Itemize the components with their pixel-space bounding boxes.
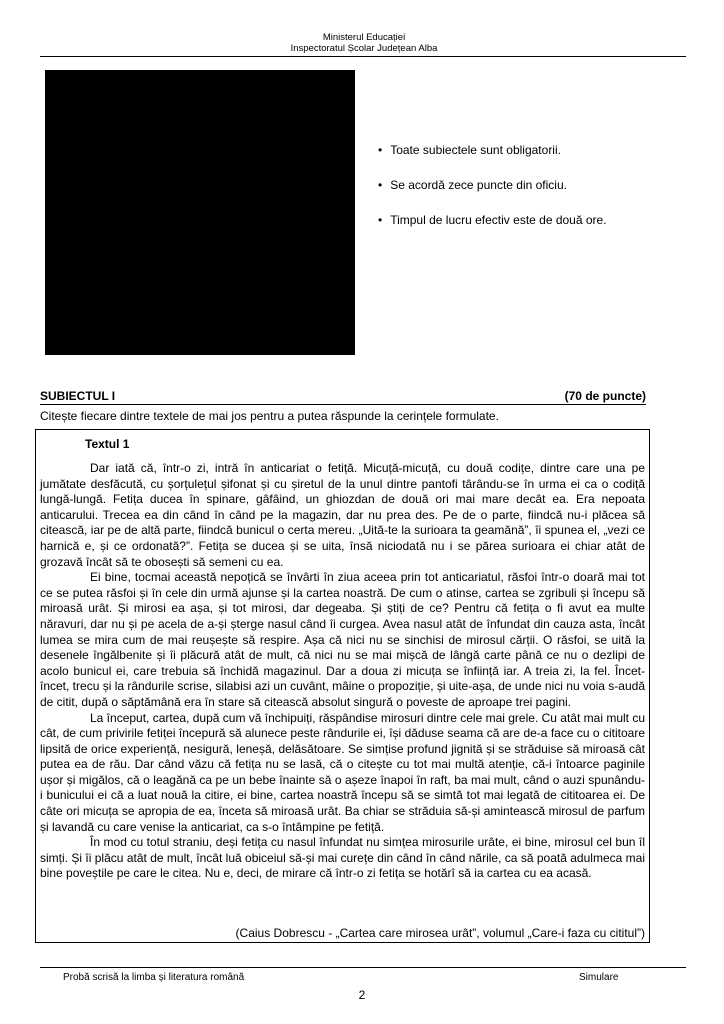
- page-header: [40, 32, 688, 54]
- text-paragraph: La început, cartea, după cum vă închipuiți, răspândise mirosuri dintre cele mai grele. Cu atât mai mult cu cât, de cum privirile fetiței începură să alunece peste rândurile ei, își dăduse seama că are de-a face cu o cititoare lipsită de orice experiență, nesigură, leneșă, delăsătoare. Se simțise profund jignită și se străduise să miroasă cât putea ea de rău. Dar când văzu că fetița nu se lasă, că o citește cu tot mai multă atenție, că-i întoarce paginile ușor și migălos, că o leagănă ca pe un bebe înainte să o așeze înapoi în raft, ba mai mult, când o auzi spunându-i bunicului ei că a luat nouă la citire, ei bine, cartea noastră începu să se simtă tot mai legată de cititoarea ei. De câte ori micuța se apropia de ea, înceta să miroasă urât. Ba chiar se străduia să-și amintească mirosul de parfum și lavandă cu care venise la anticariat, ca s-o întâmpine pe fetiță.: [40, 710, 645, 834]
- text-paragraph: Ei bine, tocmai această nepoțică se învârti în ziua aceea prin tot anticariatul, răsfoi într-o doară mai tot ce se putea răsfoi și în cele din urmă ajunse și la cartea noastră. De cum o atinse, cartea se zgribuli și începu să miroasă urât. Și mirosi ea așa, și tot mirosi, dar degeaba. Și știți de ce? Pentru că fetița o fi avut ea multe năravuri, dar nu și pe acela de a-și șterge nasul când îi curgea. Avea nasul atât de înfundat din cauza asta, încât lumea se mira cum de mai reușește să respire. Așa că nici nu se sinchisi de mirosul cărții. O răsfoi, se uită la desenele îngălbenite și îi plăcură atât de mult, că nici nu se mai mișcă de lângă carte până ce nu o dezlipi de acolo bunicul ei, care trebuia să închidă magazinul. Dar a doua zi micuța se înființă iar. A treia zi, la fel. Încet-încet, trecu și la rândurile scrise, silabisi azi un cuvânt, mâine o propoziție, și uite-așa, de unde nici nu voia s-audă de citit, după o săptămână era în stare să citească absolut singură o poveste de aproape trei pagini.: [40, 570, 645, 709]
- ministry-name: Ministerul Educației: [322, 32, 406, 43]
- rule-item: • Se acordă zece puncte din oficiu.: [378, 178, 607, 213]
- text-paragraph: Dar iată că, într-o zi, intră în anticariat o fetiță. Micuță-micuță, cu două codițe, dintre care una pe jumătate desfăcută, cu șorțulețul șifonat și cu șiretul de la unul dintre pantofi târându-se în urma ei ca o codiță lungă-lungă. Fetița ducea în spinare, gâfâind, un ghiozdan de două ori mai mare decât ea. Era nepoata anticarului. Trecea ea din când în când pe la magazin, dar nu prea des. Pe de o parte, fiindcă nu-i plăcea să citească, iar pe de altă parte, fiindcă bunicul o certa mereu. „Uită-te la surioara ta geamănă”, îi spunea el, „vezi ce harnică e, și ce ordonată?”. Fetița se ducea și se uita, însă niciodată nu i se părea surioara ei chiar atât de grozavă încât să te obosești să semeni cu ea.: [40, 461, 645, 569]
- text-1-body: [40, 461, 645, 882]
- subject-points: (70 de puncte): [564, 389, 646, 403]
- page-number: 2: [358, 988, 366, 1002]
- subject-title: SUBIECTUL I: [40, 389, 116, 403]
- header-divider: [40, 56, 686, 57]
- rule-item: • Toate subiectele sunt obligatorii.: [378, 143, 607, 178]
- redacted-image-block: [45, 70, 355, 355]
- exam-rules-list: [378, 143, 607, 248]
- footer-exam-name: Probă scrisă la limba și literatura română: [63, 972, 245, 983]
- subject-instructions: Citește fiecare dintre textele de mai jos pentru a putea răspunde la cerințele formulate.: [40, 409, 499, 423]
- rule-item: • Timpul de lucru efectiv este de două ore.: [378, 213, 607, 248]
- text-1-title: Textul 1: [85, 437, 130, 451]
- text-1-box: [35, 429, 650, 943]
- footer-divider: [40, 967, 686, 968]
- text-paragraph: În mod cu totul straniu, deși fetița cu nasul înfundat nu simțea mirosurile urâte, ei bine, mirosul cel bun îl simți. Și îi plăcu atât de mult, încât luă obiceiul să-și mai curețe din când în când nările, ca să poată adulmeca mai bine poveștile pe care le citea. Nu e, deci, de mirare că într-o zi fetița se hotărî să ia cartea cu ea acasă.: [40, 835, 645, 881]
- inspectorate-name: Inspectoratul Școlar Județean Alba: [290, 43, 438, 54]
- text-1-source: (Caius Dobrescu - „Cartea care mirosea urât”, volumul „Care-i faza cu cititul”): [235, 926, 645, 940]
- footer-exam-type: Simulare: [579, 972, 619, 983]
- subject-heading: [40, 389, 646, 405]
